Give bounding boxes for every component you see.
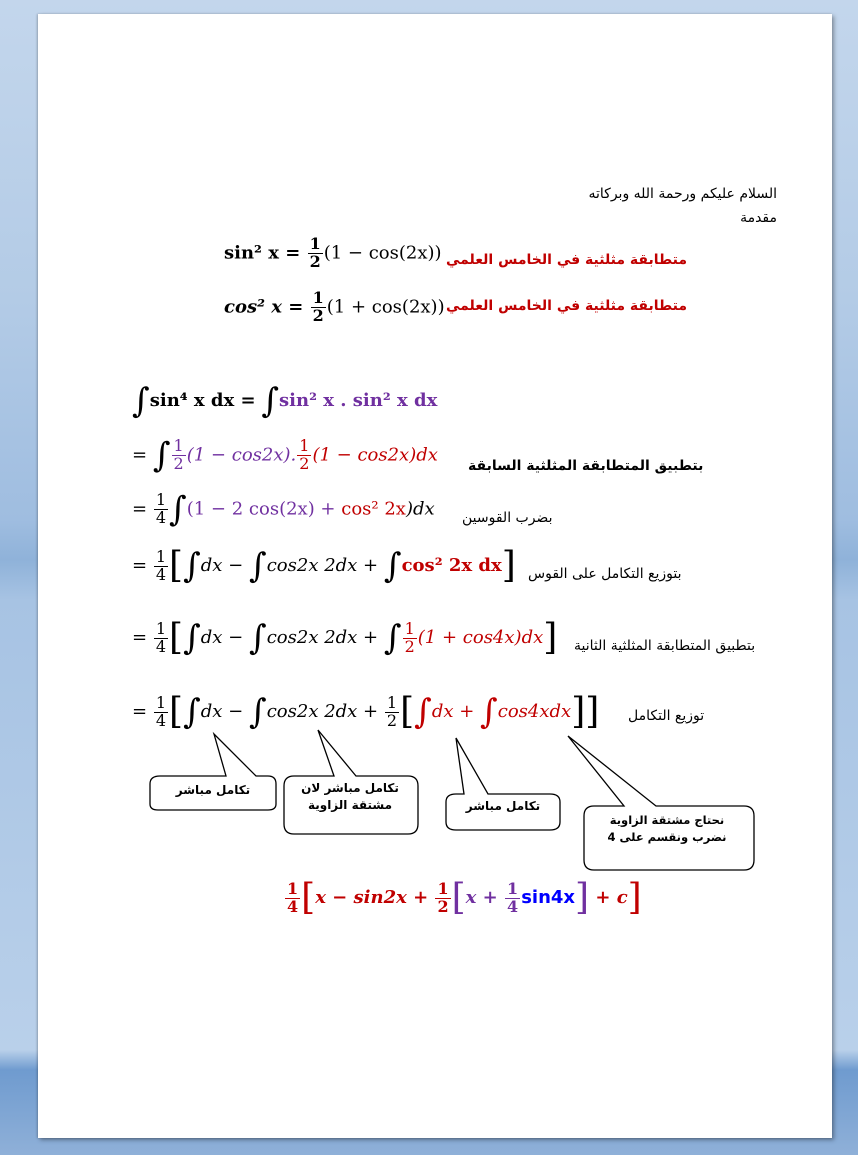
callout-3-text: تكامل مباشر: [465, 799, 541, 813]
callout-1-text: تكامل مباشر: [175, 783, 251, 797]
final-result: $\frac{1}{4}$ [x − sin2x + $\frac{1}{2}$ [x + $\frac{1}{4}$ sin4x] + c]: [287, 877, 642, 918]
callout-4-shape: [568, 736, 754, 870]
intro-heading: مقدمة: [740, 210, 777, 226]
identity-1-rhs: (1 − cos(2x)): [323, 242, 442, 264]
callout-2-text: تكامل مباشر لان مشتقة الزاوية: [301, 781, 399, 813]
callout-4-text: نحتاج مشتقة الزاوية نضرب ونقسم على 4: [607, 813, 727, 844]
step-line-4: = $\frac{1}{4}$ [∫dx − ∫cos2x 2dx + ∫cos² 2x dx]: [132, 545, 516, 586]
identity-2-label: متطابقة مثلثية في الخامس العلمي: [446, 298, 688, 314]
identity-1-fraction: $\frac{1}{2}$: [309, 234, 321, 271]
step-line-1: ∫sin⁴ x dx = ∫sin² x . sin² x dx: [132, 381, 438, 421]
identity-2: [224, 290, 445, 325]
step-line-4-note: بتوزيع التكامل على القوس: [528, 566, 682, 582]
step-line-5-note: بتطبيق المتطابقة المثلثية الثانية: [574, 638, 756, 654]
step-line-5: = $\frac{1}{4}$ [∫dx − ∫cos2x 2dx + ∫ $\frac{1}{2}$ (1 + cos4x)dx]: [132, 617, 558, 658]
step-line-6-note: توزيع التكامل: [628, 708, 705, 724]
identity-1-lhs: sin² x =: [224, 242, 301, 264]
document-page: [38, 14, 832, 1138]
identity-2-rhs: (1 + cos(2x)): [326, 296, 445, 318]
step-line-2-note: بتطبيق المتطابقة المثلثية السابقة: [468, 458, 704, 474]
step-line-2: = ∫ $\frac{1}{2}$ (1 − cos2x). $\frac{1}{2}$ (1 − cos2x)dx: [132, 435, 438, 476]
step-line-3-note: بضرب القوسين: [462, 510, 553, 526]
identity-1: [224, 236, 442, 271]
step-line-3: = $\frac{1}{4}$ ∫(1 − 2 cos(2x) + cos² 2x)dx: [132, 489, 435, 530]
identity-2-fraction: $\frac{1}{2}$: [312, 288, 324, 325]
step-line-6: = $\frac{1}{4}$ [∫dx − ∫cos2x 2dx + $\frac{1}{2}$ [∫dx + ∫cos4xdx]]: [132, 691, 600, 732]
identity-1-label: متطابقة مثلثية في الخامس العلمي: [446, 252, 688, 268]
greeting-text: السلام عليكم ورحمة الله وبركاته: [588, 186, 777, 202]
identity-2-lhs: cos² x =: [224, 296, 304, 318]
callout-3-shape: [446, 738, 560, 830]
